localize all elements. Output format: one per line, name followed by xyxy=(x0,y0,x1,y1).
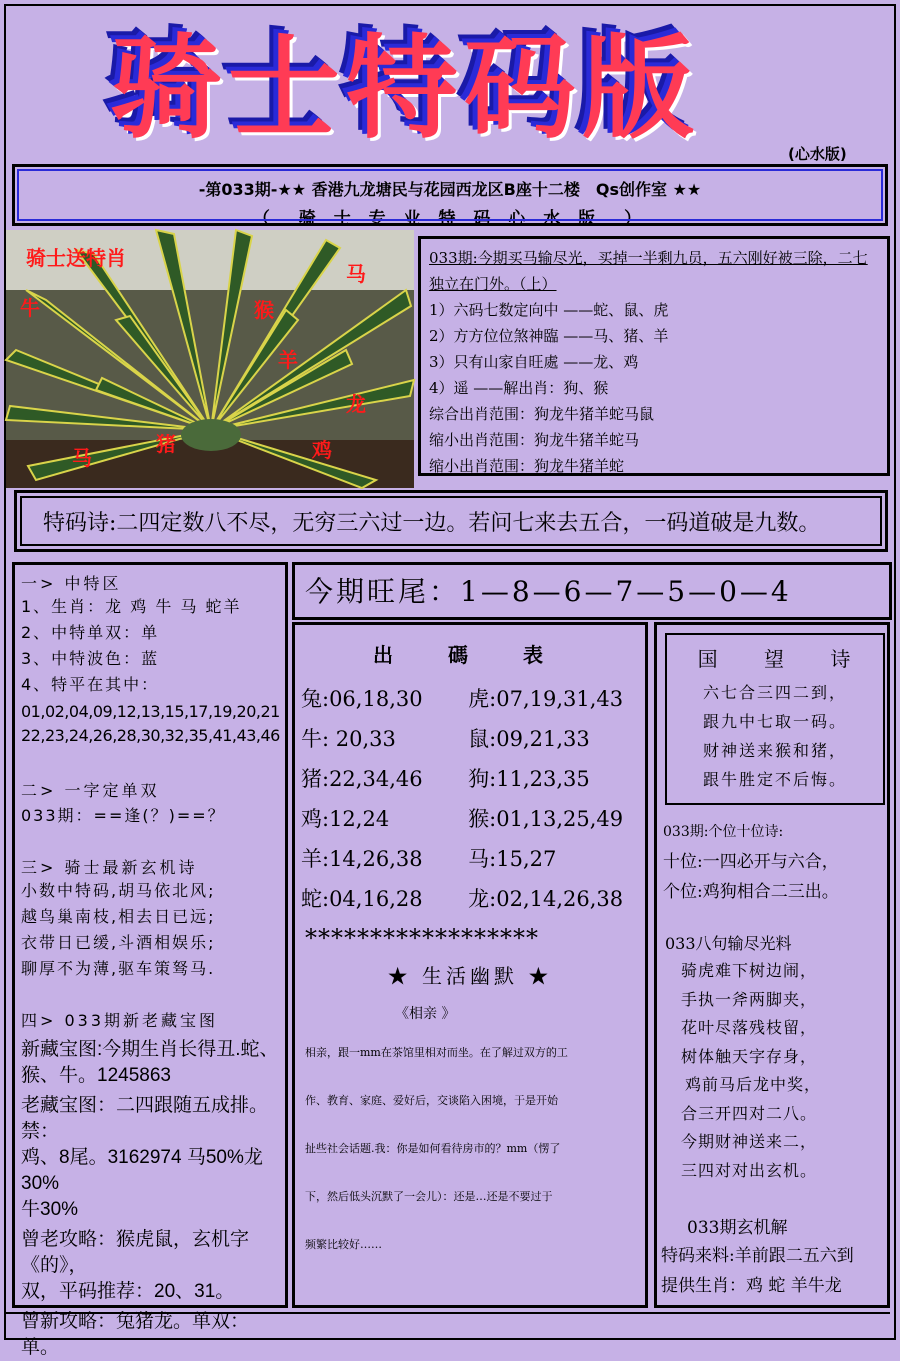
treasure-line: 新藏宝图:今期生肖长得丑.蛇、 xyxy=(21,1039,279,1060)
story-line: 扯些社会话题.我：你是如何看待房市的？mm（愣了 xyxy=(305,1142,561,1155)
number-list: 22,23,24,26,28,30,32,35,41,43,46 xyxy=(21,726,280,745)
treasure-line: 曾老攻略：猴虎鼠，玄机字《的》， xyxy=(21,1229,250,1276)
table-row xyxy=(295,878,645,918)
mystery-title: 033期玄机解 xyxy=(687,1218,788,1238)
table-cell: 猴:01,13,25,49 xyxy=(468,807,624,831)
verse-line: 鸡前马后龙中奖， xyxy=(685,1075,822,1094)
digit-poem-line: 个位:鸡狗相合二三出。 xyxy=(663,882,839,902)
treasure-line: 牛30% xyxy=(21,1199,79,1220)
humor-title: ★ 生活幽默 ★ xyxy=(387,964,553,988)
section-title: 一> 中特区 xyxy=(21,574,122,593)
poem-line: 财神送来猴和猪， xyxy=(702,741,847,760)
mystery-line: 提供生肖：鸡 蛇 羊牛龙 xyxy=(661,1276,842,1296)
story-text xyxy=(295,1023,645,1269)
section-title: 四> 033期新老藏宝图 xyxy=(21,1011,219,1030)
zodiac-label-horse: 马 xyxy=(346,262,366,286)
verse-line: 手执一斧两脚夹， xyxy=(681,989,818,1009)
zodiac-label-monkey: 猴 xyxy=(254,298,274,322)
verse-line: 三四对对出玄机。 xyxy=(681,1160,818,1180)
national-poem-box xyxy=(665,633,885,805)
number-list: 01,02,04,09,12,13,15,17,19,20,21 xyxy=(21,702,280,721)
table-cell: 虎:07,19,31,43 xyxy=(468,687,624,711)
poem-line: 六七合三四二到， xyxy=(702,683,847,702)
header-line-1: -第033期-★★ 香港九龙塘民与花园西龙区B座十二楼 Qs创作室 ★★ xyxy=(198,180,702,199)
mystery-line: 特码来料:羊前跟二五六到 xyxy=(661,1246,854,1266)
story-title: 《相亲 》 xyxy=(395,1006,456,1022)
zodiac-label-dragon: 龙 xyxy=(346,392,366,416)
special-poem: 特码诗:二四定数八不尽，无穷三六过一边。若问七来去五合，一码道破是九数。 xyxy=(14,490,888,552)
treasure-line: 单。 xyxy=(21,1337,60,1358)
treasure-line: 老藏宝图：二四跟随五成排。禁： xyxy=(21,1095,269,1142)
info-line: 1、生肖：龙 鸡 牛 马 蛇羊 xyxy=(21,597,242,616)
story-line: 相亲，跟一mm在茶馆里相对而坐。在了解过双方的工 xyxy=(305,1046,568,1059)
prediction-item: 1）六码七数定向中 ——蛇、鼠、虎 xyxy=(429,301,669,319)
verse-line: 合三开四对二八。 xyxy=(681,1103,818,1123)
story-line: 下，然后低头沉默了一会儿）：还是…还是不要过于 xyxy=(305,1190,553,1203)
eight-lines xyxy=(681,957,821,1185)
poem-line: 衣带日已缓,斗酒相娱乐; xyxy=(21,933,216,952)
table-cell: 狗:11,23,35 xyxy=(468,767,590,791)
code-table-title: 出 碼 表 xyxy=(373,643,567,667)
photo-caption: 骑士送特肖 xyxy=(26,246,126,270)
national-poem-title: 国 望 诗 xyxy=(697,647,871,671)
digit-poem-line: 十位:一四必开与六合， xyxy=(663,852,839,872)
zodiac-label-ox: 牛 xyxy=(20,296,40,320)
poem-line: 跟牛胜定不后悔。 xyxy=(702,770,847,789)
table-cell: 马:15,27 xyxy=(468,847,557,871)
info-line: 3、中特波色：蓝 xyxy=(21,649,160,668)
table-cell: 羊:14,26,38 xyxy=(301,847,423,871)
range-line: 综合出肖范围：狗龙牛猪羊蛇马鼠 xyxy=(429,405,655,423)
table-row xyxy=(295,838,645,878)
table-cell: 猪:22,34,46 xyxy=(301,767,423,791)
right-column xyxy=(654,622,890,1308)
left-column xyxy=(12,562,288,1358)
bottom-bar xyxy=(6,1312,890,1334)
prediction-intro: 033期:今期买马输尽光，买掉一半剩九员，五六刚好被三除，二七独立在门外。（上） xyxy=(429,249,868,293)
story-line: 频繁比较好…… xyxy=(305,1238,382,1251)
lucky-tail-banner: 今期旺尾：1—8—6—7—5—0—4 xyxy=(292,562,892,620)
table-cell: 鼠:09,21,33 xyxy=(468,727,590,751)
prediction-box xyxy=(418,236,890,476)
eight-lines-title: 033八句输尽光料 xyxy=(665,934,792,953)
zodiac-label-horse-2: 马 xyxy=(72,446,92,470)
treasure-line: 曾新攻略：兔猪龙。单双： xyxy=(21,1311,250,1332)
info-line: 4、特平在其中： xyxy=(21,675,160,694)
poem-line: 小数中特码,胡马依北风; xyxy=(21,881,216,900)
treasure-line: 猴、牛。1245863 xyxy=(21,1065,171,1086)
header-line-2: （ 骑 士 专 业 特 码 心 水 版 ） xyxy=(252,209,648,229)
table-cell: 鸡:12,24 xyxy=(301,807,390,831)
section-title: 二> 一字定单双 xyxy=(21,781,160,800)
zodiac-label-pig: 猪 xyxy=(156,432,176,456)
section-title: 三> 骑士最新玄机诗 xyxy=(21,858,198,877)
story-line: 作、教育、家庭、爱好后，交谈陷入困境，于是开始 xyxy=(305,1094,558,1107)
plant-photo xyxy=(6,230,414,488)
poem-line: 聊厚不为薄,驱车策驽马. xyxy=(21,959,216,978)
verse-line: 树体触天字存身， xyxy=(681,1046,818,1066)
info-line: 2、中特单双：单 xyxy=(21,623,160,642)
table-cell: 龙:02,14,26,38 xyxy=(468,887,624,911)
table-cell: 兔:06,18,30 xyxy=(301,687,423,711)
range-line: 缩小出肖范围：狗龙牛猪羊蛇马 xyxy=(429,431,640,449)
star-divider: ****************** xyxy=(305,924,539,952)
table-row xyxy=(295,758,645,798)
prediction-item: 4）遥 ——解出肖：狗、猴 xyxy=(429,379,609,397)
poem-line: 越鸟巢南枝,相去日已远; xyxy=(21,907,216,926)
range-line: 缩小出肖范围：狗龙牛猪羊蛇 xyxy=(429,457,625,475)
verse-line: 今期财神送来二， xyxy=(681,1132,818,1151)
treasure-line: 双，平码推荐：20、31。 xyxy=(21,1281,235,1302)
code-table xyxy=(295,678,645,918)
zodiac-label-rooster: 鸡 xyxy=(312,438,332,462)
table-row xyxy=(295,718,645,758)
table-cell: 蛇:04,16,28 xyxy=(301,887,423,911)
code-table-column xyxy=(292,622,648,1308)
poem-line: 跟九中七取一码。 xyxy=(702,712,847,731)
header-banner xyxy=(12,164,888,229)
page-title: 骑士特码版 xyxy=(110,24,700,154)
table-row xyxy=(295,798,645,838)
zodiac-label-goat: 羊 xyxy=(278,348,298,372)
verse-line: 骑虎难下树边闹， xyxy=(681,961,818,980)
verse-line: 花叶尽落残枝留， xyxy=(681,1018,818,1037)
edition-label: (心水版) xyxy=(788,145,847,163)
odd-even-line: 033期：==逢(？)==？ xyxy=(21,806,226,825)
prediction-item: 2）方方位位煞神臨 ——马、猪、羊 xyxy=(429,327,669,345)
table-cell: 牛: 20,33 xyxy=(301,727,396,751)
prediction-item: 3）只有山家自旺處 ——龙、鸡 xyxy=(429,353,639,371)
table-row xyxy=(295,678,645,718)
treasure-line: 鸡、8尾。3162974 马50%龙30% xyxy=(21,1147,263,1194)
digit-poem-title: 033期:个位十位诗: xyxy=(663,824,784,840)
